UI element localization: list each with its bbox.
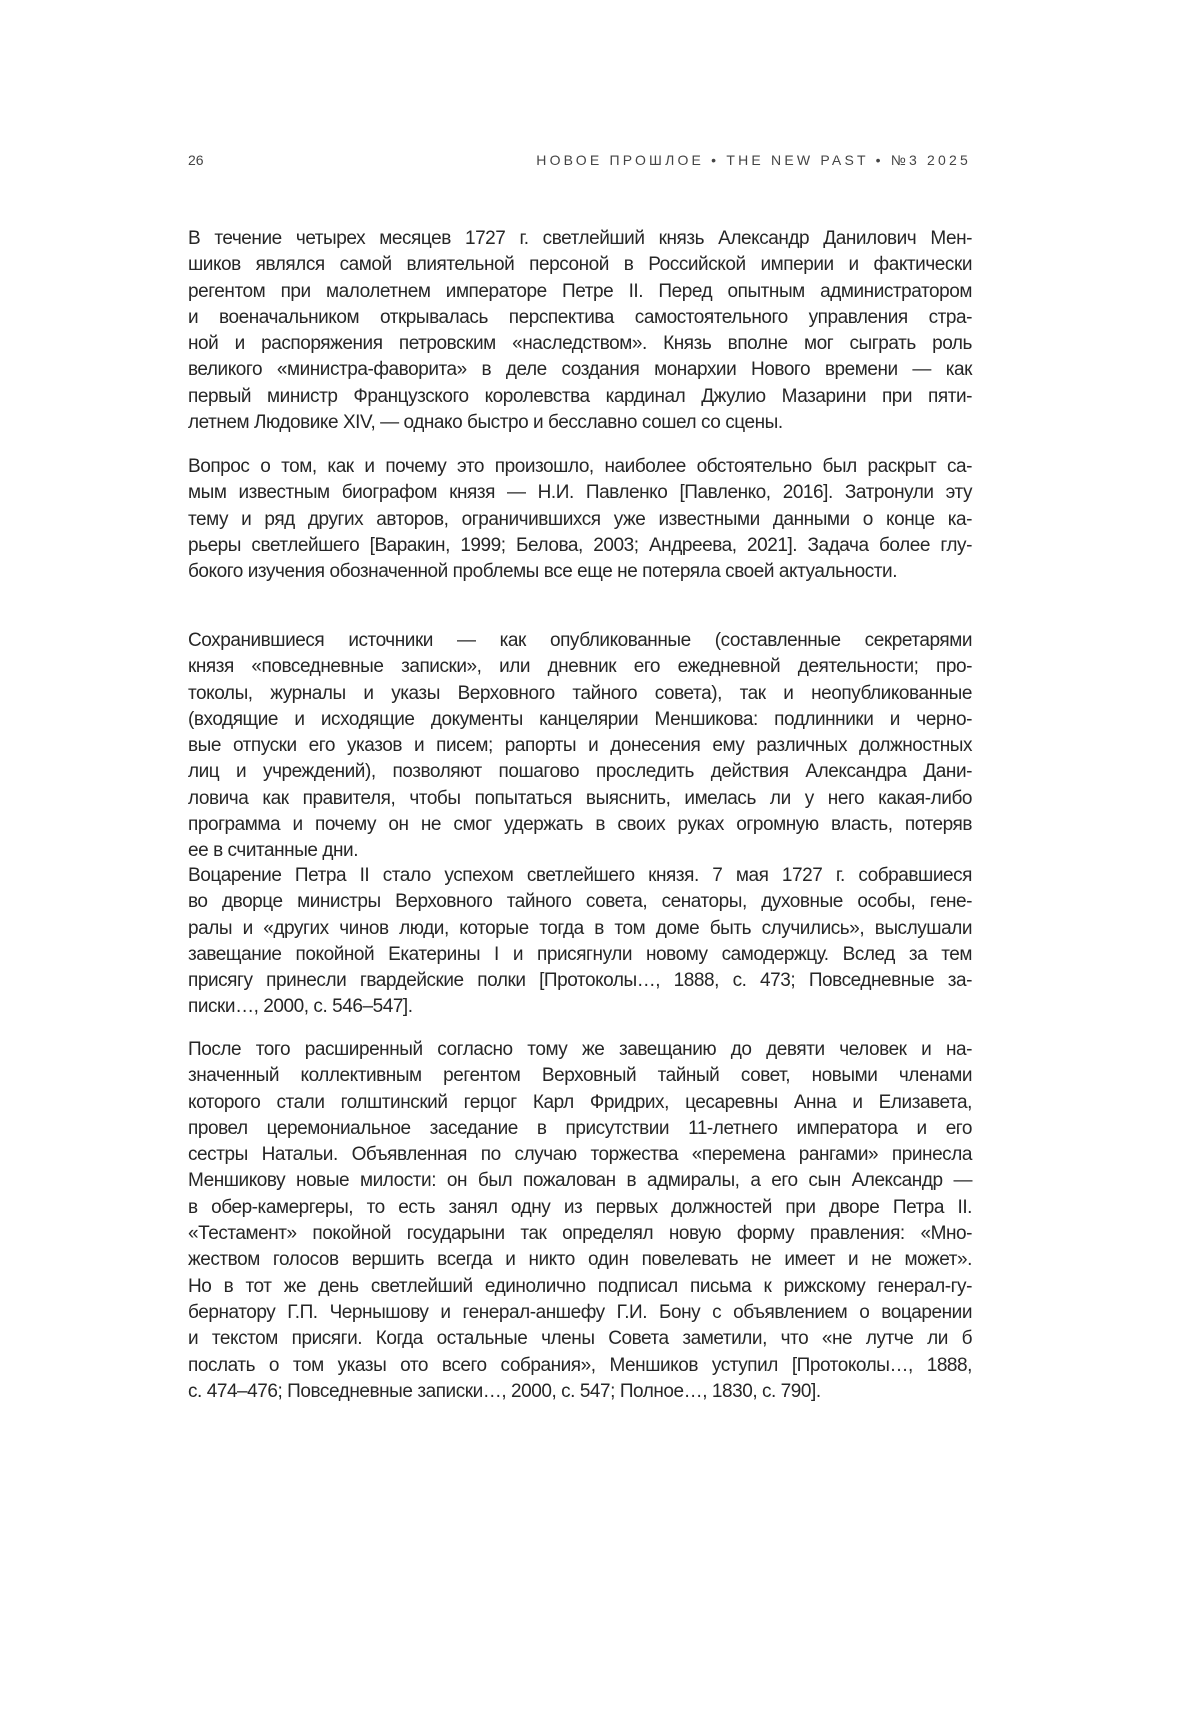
text-line: во дворце министры Верховного тайного совета, сенаторы, духовные особы, гене- bbox=[188, 889, 972, 915]
text-line: шиков являлся самой влиятельной персоной в Российской империи и фактически bbox=[188, 252, 972, 278]
page-number: 26 bbox=[188, 152, 204, 168]
text-line: бокого изучения обозначенной проблемы все еще не потеряла своей актуальности. bbox=[188, 559, 972, 585]
text-line: Но в тот же день светлейший единолично подписал письма к рижскому генерал-гу- bbox=[188, 1274, 972, 1300]
text-line: с. 474–476; Повседневные записки…, 2000, с. 547; Полное…, 1830, с. 790]. bbox=[188, 1379, 972, 1405]
text-line: ной и распоряжения петровским «наследством». Князь вполне мог сыграть роль bbox=[188, 331, 972, 357]
text-line: князя «повседневные записки», или дневник его ежедневной деятельности; про- bbox=[188, 654, 972, 680]
text-line: и военачальником открывалась перспектива самостоятельного управления стра- bbox=[188, 305, 972, 331]
text-line: ее в считанные дни. bbox=[188, 838, 972, 864]
text-line: завещание покойной Екатерины I и присягнули новому самодержцу. Вслед за тем bbox=[188, 942, 972, 968]
text-line: регентом при малолетнем императоре Петре II. Перед опытным администратором bbox=[188, 279, 972, 305]
text-line: провел церемониальное заседание в присутствии 11-летнего императора и его bbox=[188, 1116, 972, 1142]
running-title: НОВОЕ ПРОШЛОЕ • THE NEW PAST • №3 2025 bbox=[536, 152, 971, 168]
text-line: первый министр Французского королевства кардинал Джулио Мазарини при пяти- bbox=[188, 384, 972, 410]
text-line: великого «министра-фаворита» в деле создания монархии Нового времени — как bbox=[188, 357, 972, 383]
paragraph bbox=[188, 454, 972, 585]
text-line: программа и почему он не смог удержать в своих руках огромную власть, потеряв bbox=[188, 812, 972, 838]
text-line: ралы и «других чинов люди, которые тогда в том доме быть случились», выслушали bbox=[188, 916, 972, 942]
text-line: которого стали голштинский герцог Карл Фридрих, цесаревны Анна и Елизавета, bbox=[188, 1090, 972, 1116]
text-line: сестры Натальи. Объявленная по случаю торжества «перемена рангами» принесла bbox=[188, 1142, 972, 1168]
text-line: значенный коллективным регентом Верховный тайный совет, новыми членами bbox=[188, 1063, 972, 1089]
text-line: вые отпуски его указов и писем; рапорты и донесения ему различных должностных bbox=[188, 733, 972, 759]
text-line: в обер-камергеры, то есть занял одну из первых должностей при дворе Петра II. bbox=[188, 1195, 972, 1221]
text-line: (входящие и исходящие документы канцелярии Меншикова: подлинники и черно- bbox=[188, 707, 972, 733]
text-line: мым известным биографом князя — Н.И. Павленко [Павленко, 2016]. Затронули эту bbox=[188, 480, 972, 506]
text-line: Воцарение Петра II стало успехом светлейшего князя. 7 мая 1727 г. собравшиеся bbox=[188, 863, 972, 889]
text-line: тему и ряд других авторов, ограничившихся уже известными данными о конце ка- bbox=[188, 507, 972, 533]
text-line: После того расширенный согласно тому же завещанию до девяти человек и на- bbox=[188, 1037, 972, 1063]
text-line: послать о том указы ото всего собрания», Меншиков уступил [Протоколы…, 1888, bbox=[188, 1353, 972, 1379]
text-line: присягу принесли гвардейские полки [Протоколы…, 1888, с. 473; Повседневные за- bbox=[188, 968, 972, 994]
text-line: В течение четырех месяцев 1727 г. светлейший князь Александр Данилович Мен- bbox=[188, 226, 972, 252]
text-line: Сохранившиеся источники — как опубликованные (составленные секретарями bbox=[188, 628, 972, 654]
paragraph bbox=[188, 226, 972, 436]
paragraph bbox=[188, 628, 972, 865]
text-line: жеством голосов вершить всегда и никто один повелевать не имеет и не может». bbox=[188, 1247, 972, 1273]
paragraph bbox=[188, 1037, 972, 1405]
text-line: Вопрос о том, как и почему это произошло, наиболее обстоятельно был раскрыт са- bbox=[188, 454, 972, 480]
text-line: и текстом присяги. Когда остальные члены Совета заметили, что «не лутче ли б bbox=[188, 1326, 972, 1352]
text-line: ловича как правителя, чтобы попытаться выяснить, имелась ли у него какая-либо bbox=[188, 786, 972, 812]
text-line: токолы, журналы и указы Верховного тайного совета), так и неопубликованные bbox=[188, 681, 972, 707]
text-line: летнем Людовике XIV, — однако быстро и бесславно сошел со сцены. bbox=[188, 410, 972, 436]
text-line: рьеры светлейшего [Варакин, 1999; Белова, 2003; Андреева, 2021]. Задача более глу- bbox=[188, 533, 972, 559]
text-line: бернатору Г.П. Чернышову и генерал-аншефу Г.И. Бону с объявлением о воцарении bbox=[188, 1300, 972, 1326]
paragraph bbox=[188, 863, 972, 1021]
text-line: «Тестамент» покойной государыни так определял новую форму правления: «Мно- bbox=[188, 1221, 972, 1247]
text-line: писки…, 2000, с. 546–547]. bbox=[188, 994, 972, 1020]
text-line: Меншикову новые милости: он был пожалован в адмиралы, а его сын Александр — bbox=[188, 1168, 972, 1194]
text-line: лиц и учреждений), позволяют пошагово проследить действия Александра Дани- bbox=[188, 759, 972, 785]
